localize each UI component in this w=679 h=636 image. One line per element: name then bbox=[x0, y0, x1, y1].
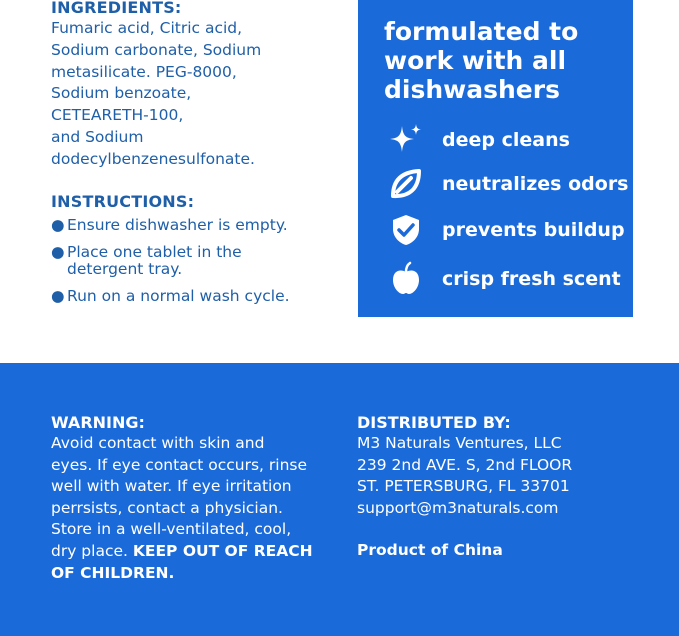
promo-title bbox=[384, 17, 624, 104]
instruction-text: Place one tablet in the bbox=[67, 243, 242, 261]
instructions-heading: INSTRUCTIONS: bbox=[51, 192, 195, 211]
promo-title-line: dishwashers bbox=[384, 75, 560, 104]
promo-title-line: work with all bbox=[384, 46, 567, 75]
instruction-item bbox=[51, 288, 341, 305]
feature-label: deep cleans bbox=[442, 129, 570, 151]
ingredients-heading: INGREDIENTS: bbox=[51, 0, 182, 17]
bullet-icon: ● bbox=[51, 287, 65, 305]
instruction-item bbox=[51, 244, 341, 278]
ingredients-line: Fumaric acid, Citric acid, bbox=[51, 19, 243, 37]
instruction-text: Run on a normal wash cycle. bbox=[67, 287, 290, 305]
ingredients-line: Sodium carbonate, Sodium bbox=[51, 40, 262, 59]
instruction-item bbox=[51, 217, 341, 234]
sparkle-icon bbox=[388, 122, 424, 158]
feature-neutralizes-odors bbox=[388, 164, 629, 204]
instruction-text-cont: detergent tray. bbox=[67, 260, 183, 278]
feature-label: prevents buildup bbox=[442, 219, 625, 241]
city-line: ST. PETERSBURG, FL 33701 bbox=[357, 477, 570, 496]
ingredients-section bbox=[51, 0, 341, 171]
address-line: 239 2nd AVE. S, 2nd FLOOR bbox=[357, 455, 573, 474]
warning-line bbox=[51, 563, 326, 585]
ingredients-line: CETEARETH-100, bbox=[51, 106, 184, 125]
company-name: M3 Naturals Ventures, LLC bbox=[357, 434, 562, 452]
warning-keep-out: KEEP OUT OF REACH bbox=[132, 541, 313, 560]
instructions-section bbox=[51, 192, 341, 315]
warning-line: Store in a well-ventilated, cool, bbox=[51, 520, 292, 539]
ingredients-line: and Sodium bbox=[51, 127, 144, 146]
feature-crisp-fresh-scent bbox=[388, 259, 621, 299]
ingredients-line: metasilicate. PEG-8000, bbox=[51, 62, 237, 81]
warning-line: well with water. If eye irritation bbox=[51, 477, 292, 496]
instruction-text: Ensure dishwasher is empty. bbox=[67, 216, 288, 234]
ingredients-line: dodecylbenzenesulfonate. bbox=[51, 149, 255, 168]
warning-section bbox=[51, 412, 326, 584]
feature-prevents-buildup bbox=[388, 210, 625, 250]
warning-line bbox=[51, 541, 326, 563]
apple-icon bbox=[388, 261, 424, 297]
bullet-icon: ● bbox=[51, 216, 65, 234]
feature-deep-cleans bbox=[388, 120, 570, 160]
leaf-icon bbox=[388, 166, 424, 202]
distributed-heading: DISTRIBUTED BY: bbox=[357, 413, 511, 432]
warning-text: dry place. bbox=[51, 541, 133, 560]
feature-label: crisp fresh scent bbox=[442, 268, 621, 290]
promo-box bbox=[358, 0, 633, 317]
bullet-icon: ● bbox=[51, 243, 65, 261]
warning-line: Avoid contact with skin and bbox=[51, 434, 265, 452]
product-origin: Product of China bbox=[357, 541, 503, 560]
bottom-band bbox=[0, 363, 679, 636]
support-email: support@m3naturals.com bbox=[357, 498, 559, 517]
shield-check-icon bbox=[388, 212, 424, 248]
warning-heading: WARNING: bbox=[51, 413, 145, 432]
promo-title-line: formulated to bbox=[384, 17, 579, 46]
warning-line: eyes. If eye contact occurs, rinse bbox=[51, 455, 307, 474]
feature-label: neutralizes odors bbox=[442, 173, 629, 195]
warning-children: OF CHILDREN. bbox=[51, 563, 175, 582]
ingredients-line: Sodium benzoate, bbox=[51, 84, 192, 103]
warning-line: perrsists, contact a physician. bbox=[51, 498, 283, 517]
instructions-list bbox=[51, 217, 341, 305]
distributed-section bbox=[357, 412, 657, 575]
